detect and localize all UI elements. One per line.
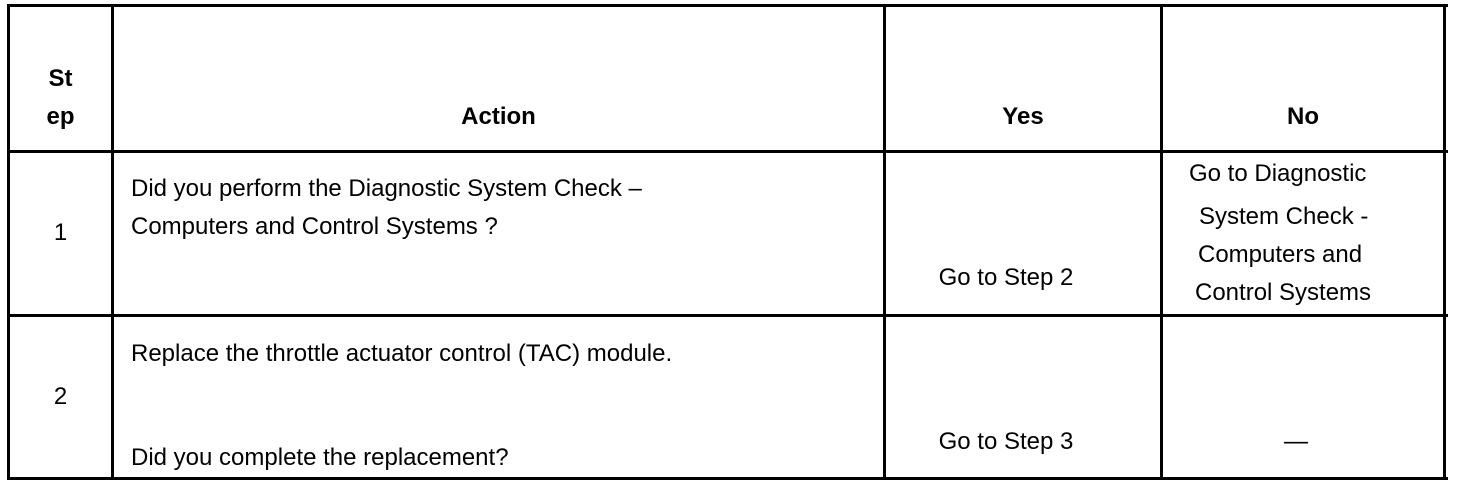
- row1-no-line3: Computers and: [1198, 241, 1363, 268]
- header-action: Action: [461, 103, 536, 130]
- table-border-top: [7, 4, 1448, 7]
- row2-no: —: [1284, 428, 1308, 455]
- header-no: No: [1287, 103, 1319, 130]
- row1-no-line4: Control Systems: [1195, 279, 1372, 306]
- header-divider: [7, 150, 1448, 153]
- table-border-bottom: [7, 477, 1448, 480]
- row2-step: 2: [53, 383, 68, 410]
- row1-no-line1: Go to Diagnostic: [1189, 160, 1367, 187]
- row1-action-line1: Did you perform the Diagnostic System Check –: [131, 175, 642, 202]
- row2-action-line2: Did you complete the replacement?: [131, 444, 509, 471]
- row2-action-line1: Replace the throttle actuator control (TAC) module.: [131, 340, 673, 367]
- header-yes: Yes: [1002, 103, 1044, 130]
- column-divider-action: [883, 4, 886, 480]
- row1-yes: Go to Step 2: [938, 264, 1074, 291]
- column-divider-step: [111, 4, 114, 480]
- row1-step: 1: [53, 219, 68, 246]
- table-border-right: [1443, 4, 1446, 480]
- row-divider: [7, 314, 1448, 317]
- row1-action-line2: Computers and Control Systems ?: [131, 213, 498, 240]
- row1-no-line2: System Check -: [1199, 203, 1369, 230]
- row2-yes: Go to Step 3: [938, 428, 1074, 455]
- column-divider-yes: [1160, 4, 1163, 480]
- header-step: St ep: [46, 65, 75, 130]
